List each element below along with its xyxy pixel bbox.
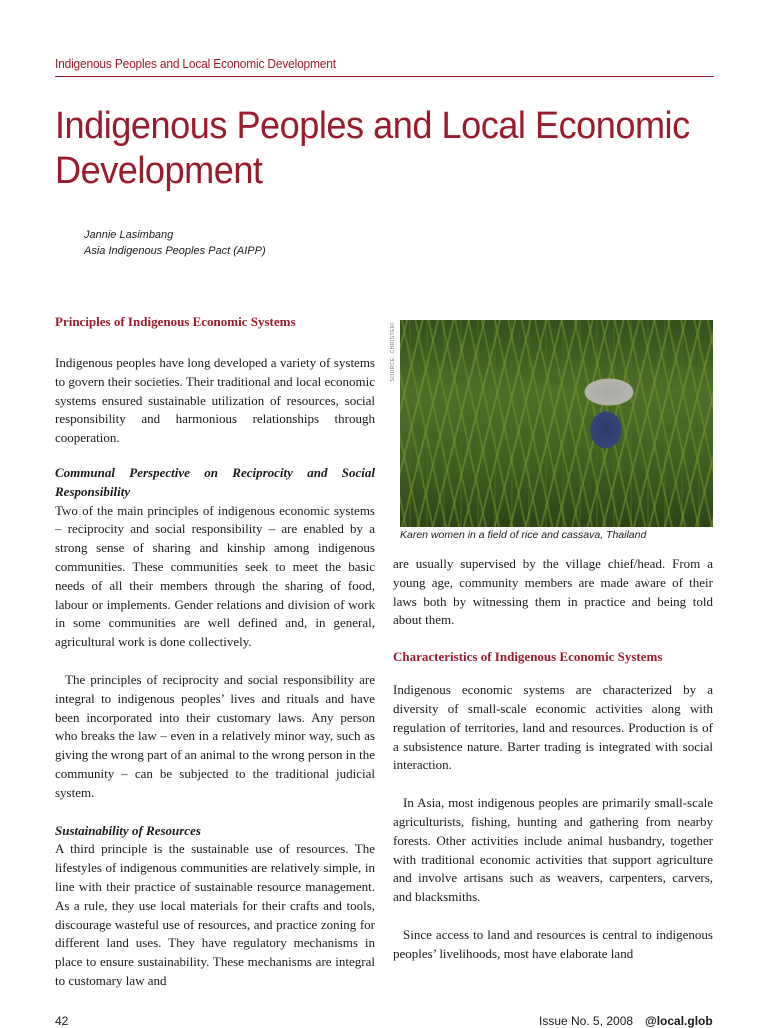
page-footer <box>55 1014 715 1028</box>
subheading-sustainability: Sustainability of Resources <box>55 822 201 838</box>
header-rule <box>55 76 714 77</box>
left-column <box>55 314 375 991</box>
section-heading-characteristics: Characteristics of Indigenous Economic Systems <box>393 649 663 665</box>
byline <box>84 227 266 259</box>
photo-caption: Karen women in a field of rice and cassava, Thailand <box>400 529 647 541</box>
paragraph: Indigenous economic systems are characterized by a diversity of small-scale economic activities along with regulation of territories, land and resources. Production is of a subsistence nature. Barter trading is integrated with social interaction. <box>393 682 713 773</box>
article-title <box>55 104 701 194</box>
paragraph: are usually supervised by the village chief/head. From a young age, community members are made aware of their laws both by witnessing them in practice and being told about them. <box>393 556 713 628</box>
article-title-line2: Development <box>55 150 263 192</box>
page-number: 42 <box>55 1014 69 1028</box>
paragraph: The principles of reciprocity and social responsibility are integral to indigenous peoples’ lives and rituals and have been incorporated into their customary laws. Any person who breaks the law – even in a relatively minor way, such as giving the wrong part of an animal to the wrong person in the community – can be subjected to the traditional judicial system. <box>55 671 375 800</box>
publication-brand: @local.glob <box>645 1014 713 1028</box>
right-column <box>393 555 713 964</box>
subheading-communal: Communal Perspective on Reciprocity and Social Responsibility <box>55 464 375 499</box>
photo-credit: SOURCE: CHRISTERI <box>390 322 396 382</box>
paragraph: Two of the main principles of indigenous economic systems – reciprocity and social responsibility – are enabled by a strong sense of sharing and kinship among indigenous communities. These communities seek to meet the basic needs of all their members through the sharing of food, labour or implements. Gender relations and division of work in some communities are well defined and, in general, agricultural work is done collectively. <box>55 502 375 650</box>
author-affiliation: Asia Indigenous Peoples Pact (AIPP) <box>84 245 266 257</box>
field-photo <box>400 320 713 527</box>
author-name: Jannie Lasimbang <box>84 229 174 241</box>
paragraph: In Asia, most indigenous peoples are primarily small-scale agriculturists, fishing, hunting and gathering from nearby forests. Other activities include animal husbandry, together with traditional economic activities that support agriculture and involve artisans such as weavers, carpenters, carvers, and blacksmiths. <box>393 795 713 905</box>
article-title-line1: Indigenous Peoples and Local Economic <box>55 105 690 147</box>
section-heading-principles: Principles of Indigenous Economic Systems <box>55 314 296 329</box>
paragraph: A third principle is the sustainable use of resources. The lifestyles of indigenous communities are relatively simple, in line with their practice of sustainable resource management. As a rule, they use local materials for their crafts and tools, discourage wasteful use of resources, and practice zoning for different land uses. They have regulatory mechanisms in place to ensure sustainability. These mechanisms are integral to customary law and <box>55 841 375 988</box>
issue-label: Issue No. 5, 2008 <box>539 1014 634 1028</box>
paragraph: Since access to land and resources is central to indigenous peoples’ livelihoods, most have elaborate land <box>393 926 713 961</box>
paragraph: Indigenous peoples have long developed a variety of systems to govern their societies. Their traditional and local economic systems ensured sustainable utilization of resources, social responsibility and harmonious relationships through cooperation. <box>55 355 375 446</box>
running-header: Indigenous Peoples and Local Economic Development <box>55 56 336 71</box>
